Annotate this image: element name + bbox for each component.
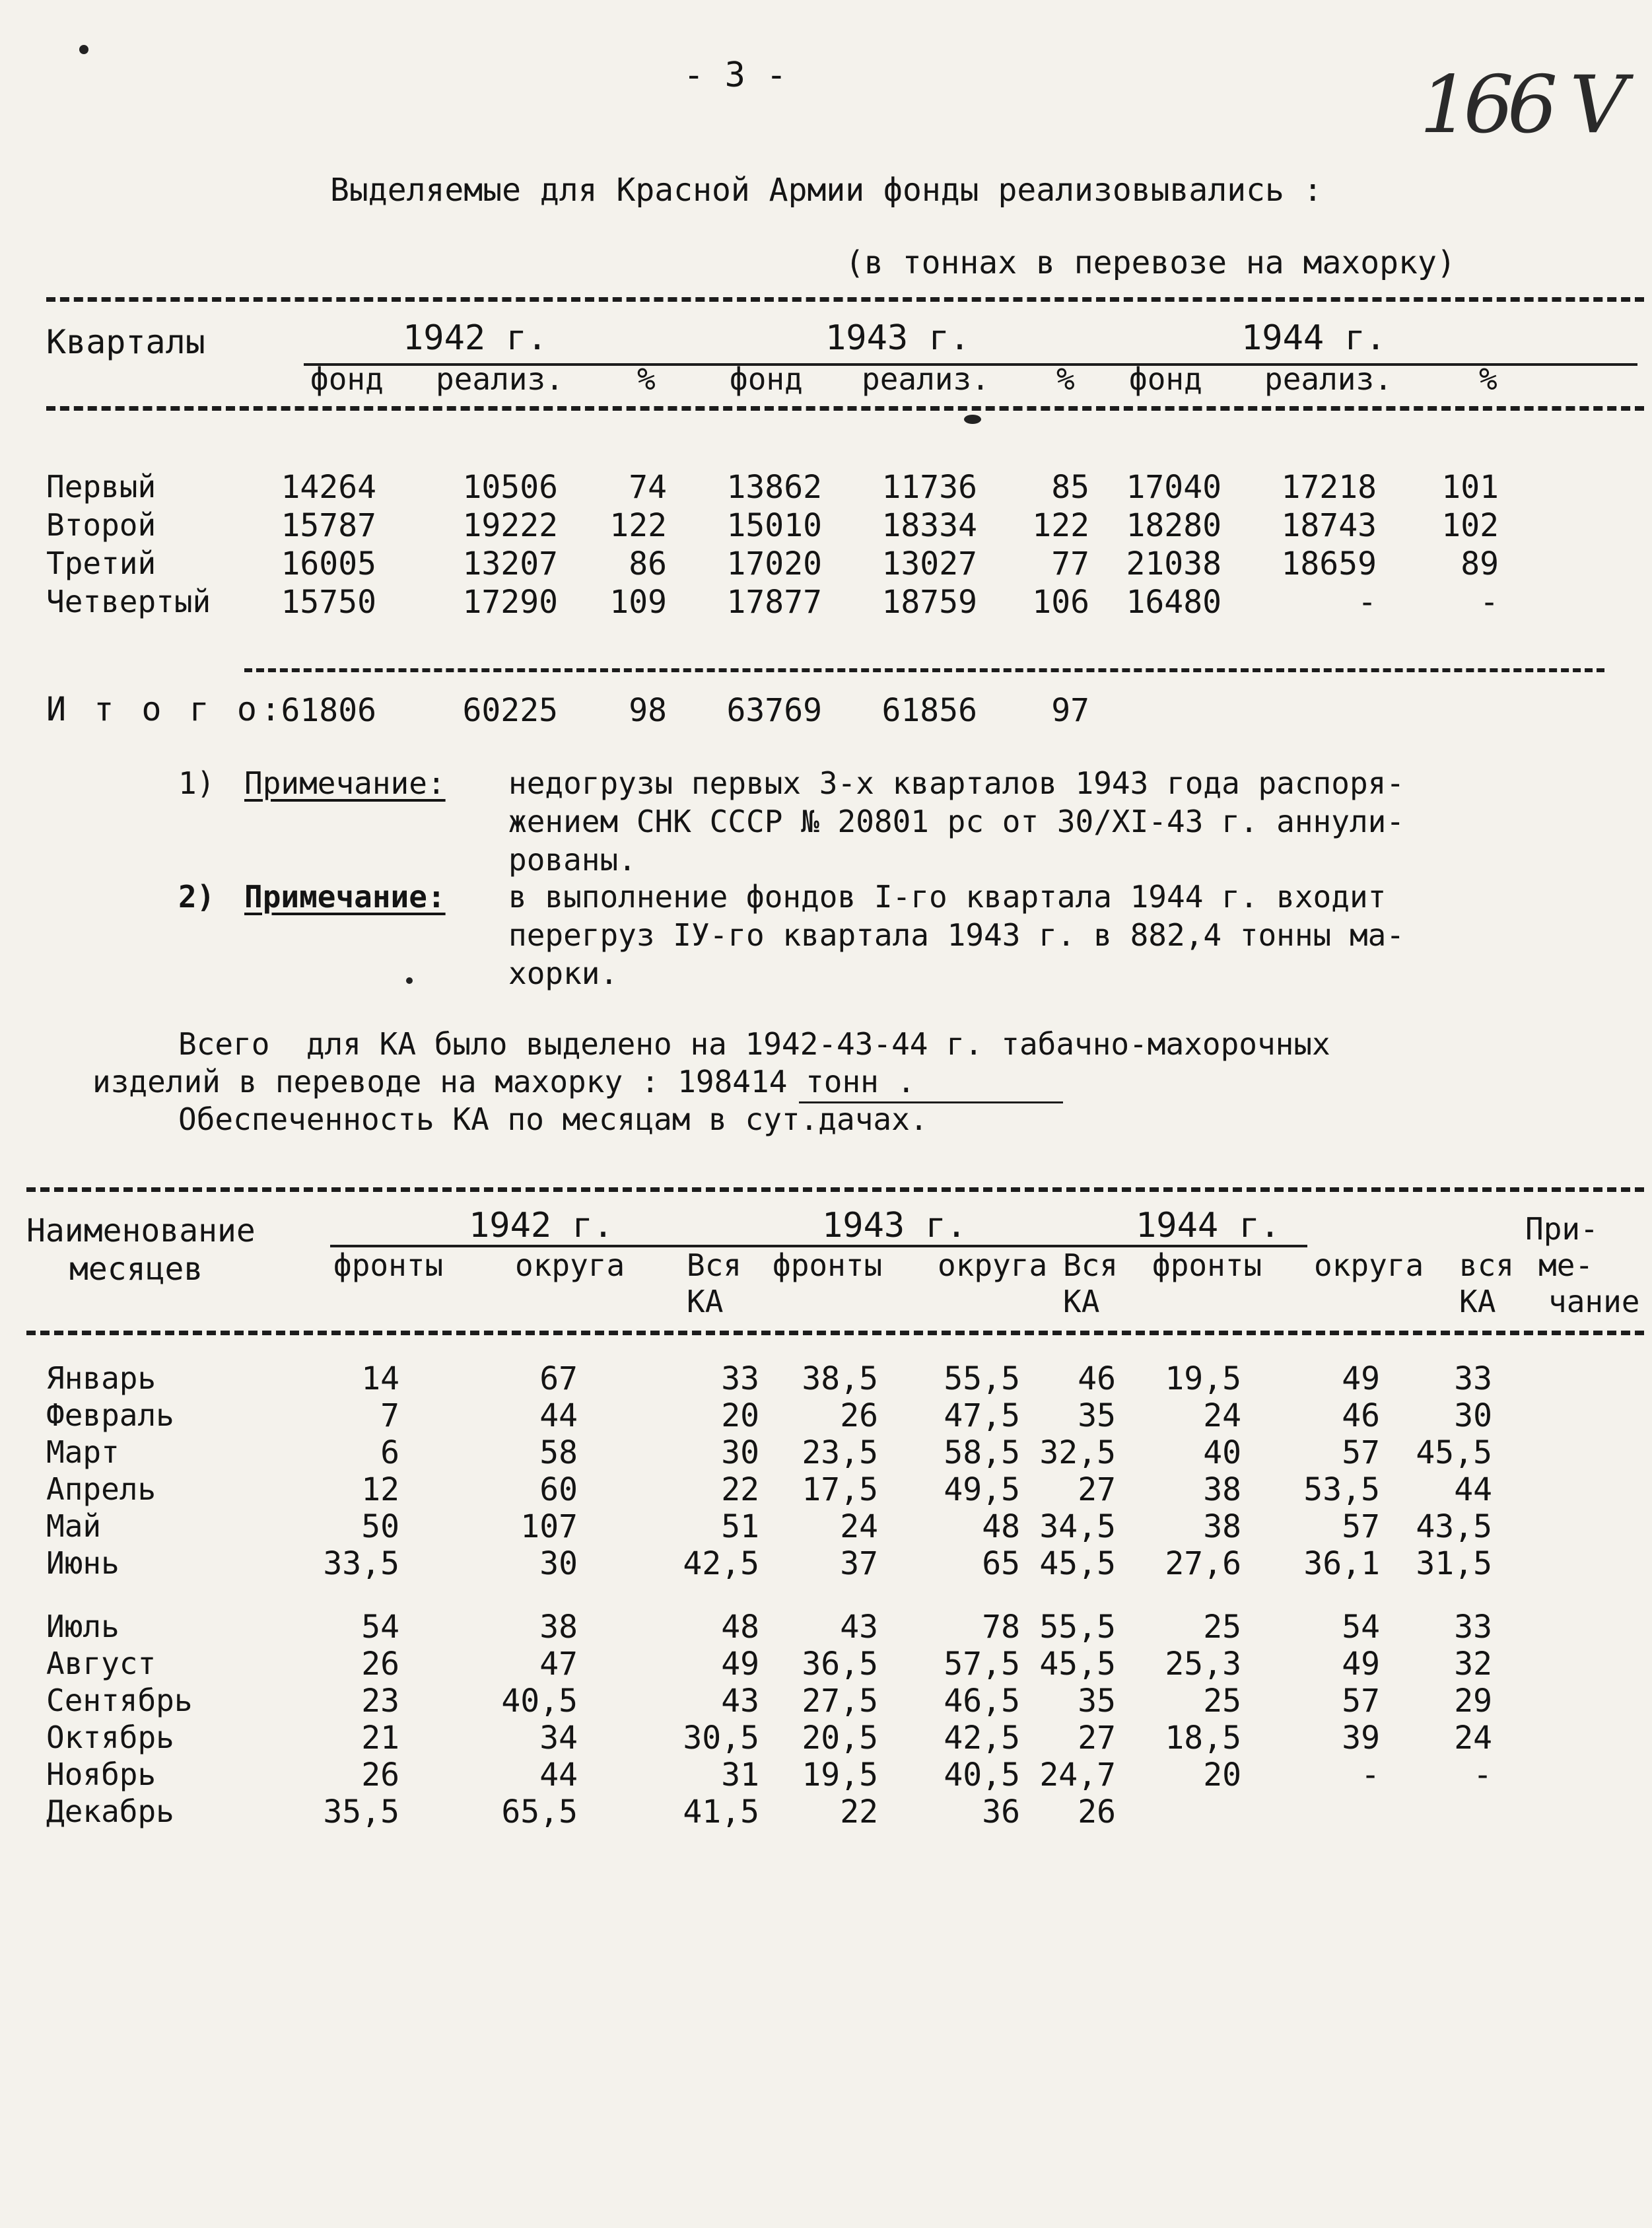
table2-cell: 54	[361, 1609, 399, 1646]
table2-cell: 45,5	[1039, 1545, 1116, 1582]
table2-cell: 25	[1203, 1609, 1241, 1646]
table1-total-cell: 63769	[726, 692, 822, 729]
table1-row-label: Четвертый	[46, 584, 211, 619]
table2-cell: 35	[1078, 1397, 1116, 1434]
t2-note-label-2: ме-	[1538, 1247, 1594, 1283]
table2-name-label-2: месяцев	[69, 1251, 203, 1288]
table1-cell: 15010	[726, 507, 822, 544]
table2-cell: 43	[721, 1683, 759, 1720]
table1-cell: -	[1358, 584, 1377, 621]
table2-cell: 22	[721, 1471, 759, 1508]
t1-sub-real-1944: реализ.	[1264, 361, 1393, 397]
table2-cell: 14	[361, 1360, 399, 1397]
table2-month-label: Июнь	[46, 1545, 120, 1581]
table1-cell: 85	[1051, 469, 1089, 506]
table2-cell: 67	[539, 1360, 578, 1397]
table2-cell: 42,5	[683, 1545, 759, 1582]
t2-note-label-3: чание	[1548, 1284, 1640, 1319]
t2-sub-fronts-1942: фронты	[333, 1247, 444, 1283]
table1-cell: 17040	[1126, 469, 1222, 506]
table1-total-rule	[244, 668, 1604, 672]
table2-cell: 44	[539, 1757, 578, 1793]
note2-number: 2)	[178, 879, 215, 915]
table2-cell: 20,5	[802, 1720, 878, 1757]
table1-cell: 106	[1032, 584, 1089, 621]
table1-year-1943: 1943 г.	[825, 318, 971, 358]
table2-cell: 57	[1342, 1683, 1380, 1720]
table2-cell: 24,7	[1039, 1757, 1116, 1793]
t2-sub-all-1942: Вся	[687, 1247, 742, 1283]
table2-cell: 36,5	[802, 1646, 878, 1683]
note2-line3: хорки.	[508, 956, 619, 991]
table2-month-label: Март	[46, 1434, 120, 1470]
summary-line3: Обеспеченность КА по месяцам в сут.дачах.	[178, 1101, 928, 1137]
table2-cell: 26	[361, 1757, 399, 1793]
table1-cell: 11736	[881, 469, 977, 506]
table2-cell: 50	[361, 1508, 399, 1545]
summary-line1: Всего для КА было выделено на 1942-43-44 г. табачно-махорочных	[178, 1026, 1330, 1062]
t2-sub-ka-1944: КА	[1459, 1284, 1496, 1319]
table1-cell: 16480	[1126, 584, 1222, 621]
table2-top-rule	[26, 1187, 1644, 1192]
table2-cell: 27	[1078, 1720, 1116, 1757]
table2-cell: 60	[539, 1471, 578, 1508]
table1-total-label: И т о г о:	[46, 690, 285, 728]
table1-cell: 74	[629, 469, 667, 506]
table2-cell: 57	[1342, 1434, 1380, 1471]
table1-cell: 89	[1461, 545, 1499, 582]
table1-cell: 122	[609, 507, 667, 544]
t2-sub-districts-1942: округа	[515, 1247, 625, 1283]
table2-cell: 44	[1454, 1471, 1492, 1508]
table2-cell: 19,5	[802, 1757, 878, 1793]
note2-label: Примечание:	[244, 879, 446, 915]
table2-year-1943: 1943 г.	[822, 1206, 967, 1245]
table2-cell: 33	[1454, 1360, 1492, 1397]
table2-cell: 30	[721, 1434, 759, 1471]
table1-cell: 15787	[281, 507, 376, 544]
table2-cell: 24	[840, 1508, 878, 1545]
heading: Выделяемые для Красной Армии фонды реализовывались :	[330, 172, 1323, 209]
t2-note-label-1: При-	[1525, 1211, 1599, 1247]
table2-cell: 34	[539, 1720, 578, 1757]
table1-cell: 17020	[726, 545, 822, 582]
table1-cell: 109	[609, 584, 667, 621]
table2-cell: -	[1361, 1757, 1380, 1793]
t1-sub-fond-1944: фонд	[1129, 361, 1202, 397]
table2-cell: 33,5	[323, 1545, 399, 1582]
table2-month-label: Декабрь	[46, 1793, 174, 1829]
table2-cell: 20	[721, 1397, 759, 1434]
table2-year-1942: 1942 г.	[469, 1206, 614, 1245]
table1-total-cell: 61856	[881, 692, 977, 729]
t2-sub-districts-1943: округа	[938, 1247, 1048, 1283]
table2-month-label: Сентябрь	[46, 1683, 193, 1718]
table2-cell: 44	[539, 1397, 578, 1434]
table2-cell: 49	[1342, 1360, 1380, 1397]
units-note: (в тоннах в перевозе на махорку)	[845, 244, 1456, 281]
table2-cell: 51	[721, 1508, 759, 1545]
table2-cell: 40,5	[501, 1683, 578, 1720]
table2-cell: 46,5	[944, 1683, 1020, 1720]
page-number: - 3 -	[683, 55, 787, 95]
table2-cell: 19,5	[1165, 1360, 1241, 1397]
table2-cell: 37	[840, 1545, 878, 1582]
table1-year-1944: 1944 г.	[1241, 318, 1387, 358]
table2-cell: 39	[1342, 1720, 1380, 1757]
table2-cell: 49,5	[944, 1471, 1020, 1508]
table2-cell: 27,6	[1165, 1545, 1241, 1582]
table2-cell: 26	[840, 1397, 878, 1434]
table1-cell: 102	[1441, 507, 1499, 544]
table2-cell: 43	[840, 1609, 878, 1646]
table2-cell: 34,5	[1039, 1508, 1116, 1545]
table1-cell: 16005	[281, 545, 376, 582]
table2-cell: 55,5	[1039, 1609, 1116, 1646]
table1-cell: 14264	[281, 469, 376, 506]
table2-cell: 47,5	[944, 1397, 1020, 1434]
t1-sub-real-1942: реализ.	[436, 361, 564, 397]
t2-sub-fronts-1944: фронты	[1152, 1247, 1262, 1283]
table1-cell: 18659	[1281, 545, 1377, 582]
table2-cell: 23,5	[802, 1434, 878, 1471]
table2-cell: 33	[721, 1360, 759, 1397]
table2-cell: 24	[1203, 1397, 1241, 1434]
note2-line2: перегруз IУ-го квартала 1943 г. в 882,4 тонны ма-	[508, 917, 1405, 953]
t2-sub-all-1944: вся	[1459, 1247, 1515, 1283]
table2-cell: 26	[1078, 1793, 1116, 1830]
table1-cell: 77	[1051, 545, 1089, 582]
table2-cell: 33	[1454, 1609, 1492, 1646]
table2-cell: 36,1	[1303, 1545, 1380, 1582]
t2-sub-all-1943: Вся	[1063, 1247, 1119, 1283]
table2-cell: 7	[380, 1397, 399, 1434]
note2-line1: в выполнение фондов I-го квартала 1944 г. входит	[508, 879, 1387, 915]
note1-number: 1)	[178, 765, 215, 801]
t1-sub-fond-1942: фонд	[310, 361, 384, 397]
table2-cell: 12	[361, 1471, 399, 1508]
table2-cell: 45,5	[1416, 1434, 1492, 1471]
table2-cell: 38	[1203, 1471, 1241, 1508]
table1-cell: 17218	[1281, 469, 1377, 506]
table2-cell: 21	[361, 1720, 399, 1757]
table2-cell: 48	[982, 1508, 1020, 1545]
ink-spot	[79, 45, 88, 54]
table2-cell: 41,5	[683, 1793, 759, 1830]
table1-top-rule	[46, 297, 1644, 302]
table2-cell: -	[1473, 1757, 1492, 1793]
table2-cell: 65	[982, 1545, 1020, 1582]
t2-sub-districts-1944: округа	[1314, 1247, 1424, 1283]
table2-cell: 38,5	[802, 1360, 878, 1397]
table2-cell: 31	[721, 1757, 759, 1793]
table1-cell: 18334	[881, 507, 977, 544]
table2-cell: 20	[1203, 1757, 1241, 1793]
table1-row-label: Первый	[46, 469, 156, 505]
table2-cell: 38	[539, 1609, 578, 1646]
table2-cell: 55,5	[944, 1360, 1020, 1397]
table1-row-label: Третий	[46, 545, 156, 581]
table2-cell: 30	[539, 1545, 578, 1582]
table1-cell: 17290	[462, 584, 558, 621]
table1-cell: 86	[629, 545, 667, 582]
table2-cell: 57	[1342, 1508, 1380, 1545]
table2-cell: 45,5	[1039, 1646, 1116, 1683]
table1-row-label: Второй	[46, 507, 156, 543]
handwritten-mark: 166 V	[1420, 59, 1620, 151]
table2-cell: 24	[1454, 1720, 1492, 1757]
table2-cell: 6	[380, 1434, 399, 1471]
table2-cell: 25,3	[1165, 1646, 1241, 1683]
note1-line2: жением СНК СССР № 20801 рс от 30/XI-43 г. аннули-	[508, 804, 1405, 839]
table2-cell: 46	[1342, 1397, 1380, 1434]
table2-cell: 78	[982, 1609, 1020, 1646]
t1-sub-pct-1944: %	[1479, 361, 1497, 397]
table1-cell: 13862	[726, 469, 822, 506]
t2-sub-ka-1943: КА	[1063, 1284, 1100, 1319]
table2-cell: 35	[1078, 1683, 1116, 1720]
table2-cell: 31,5	[1416, 1545, 1492, 1582]
table2-cell: 30,5	[683, 1720, 759, 1757]
table1-header-rule	[46, 406, 1644, 411]
table2-cell: 23	[361, 1683, 399, 1720]
table2-year-1944: 1944 г.	[1136, 1206, 1281, 1245]
table1-total-cell: 97	[1051, 692, 1089, 729]
table2-month-label: Февраль	[46, 1397, 174, 1433]
t1-sub-real-1943: реализ.	[862, 361, 990, 397]
table1-total-cell: 60225	[462, 692, 558, 729]
table2-cell: 58,5	[944, 1434, 1020, 1471]
table1-cell: 21038	[1126, 545, 1222, 582]
table2-cell: 49	[1342, 1646, 1380, 1683]
table2-month-label: Июль	[46, 1609, 120, 1644]
table2-cell: 29	[1454, 1683, 1492, 1720]
table2-cell: 65,5	[501, 1793, 578, 1830]
table2-month-label: Август	[46, 1646, 156, 1681]
table1-quarters-label: Кварталы	[46, 323, 205, 361]
table2-cell: 27,5	[802, 1683, 878, 1720]
table2-month-label: Январь	[46, 1360, 156, 1396]
table2-cell: 46	[1078, 1360, 1116, 1397]
summary-line2: изделий в переводе на махорку : 198414 тонн .	[92, 1064, 916, 1099]
t1-sub-fond-1943: фонд	[730, 361, 803, 397]
table1-cell: 17877	[726, 584, 822, 621]
table2-cell: 49	[721, 1646, 759, 1683]
table1-cell: 101	[1441, 469, 1499, 506]
ink-spot	[964, 415, 981, 424]
table2-cell: 48	[721, 1609, 759, 1646]
table2-cell: 35,5	[323, 1793, 399, 1830]
table2-cell: 57,5	[944, 1646, 1020, 1683]
table2-cell: 40	[1203, 1434, 1241, 1471]
table2-cell: 43,5	[1416, 1508, 1492, 1545]
table2-cell: 42,5	[944, 1720, 1020, 1757]
table1-cell: 18280	[1126, 507, 1222, 544]
table1-total-cell: 98	[629, 692, 667, 729]
t1-sub-pct-1942: %	[637, 361, 656, 397]
table2-cell: 18,5	[1165, 1720, 1241, 1757]
note1-line1: недогрузы первых 3-х кварталов 1943 года распоря-	[508, 765, 1405, 801]
table2-name-label-1: Наименование	[26, 1212, 256, 1249]
table1-cell: 10506	[462, 469, 558, 506]
table2-cell: 27	[1078, 1471, 1116, 1508]
table2-cell: 32,5	[1039, 1434, 1116, 1471]
ink-spot	[406, 977, 413, 984]
table2-month-label: Октябрь	[46, 1720, 174, 1755]
table2-cell: 25	[1203, 1683, 1241, 1720]
table2-cell: 30	[1454, 1397, 1492, 1434]
table1-cell: 122	[1032, 507, 1089, 544]
table2-cell: 26	[361, 1646, 399, 1683]
t2-sub-ka-1942: КА	[687, 1284, 724, 1319]
table2-cell: 54	[1342, 1609, 1380, 1646]
table1-year-1942: 1942 г.	[403, 318, 548, 358]
note1-line3: рованы.	[508, 842, 637, 878]
table2-month-label: Май	[46, 1508, 102, 1544]
table2-cell: 36	[982, 1793, 1020, 1830]
table1-cell: 13207	[462, 545, 558, 582]
table1-cell: 19222	[462, 507, 558, 544]
table2-cell: 53,5	[1303, 1471, 1380, 1508]
table2-cell: 38	[1203, 1508, 1241, 1545]
t2-sub-fronts-1943: фронты	[773, 1247, 883, 1283]
table1-cell: 13027	[881, 545, 977, 582]
table2-cell: 58	[539, 1434, 578, 1471]
table2-cell: 40,5	[944, 1757, 1020, 1793]
table1-cell: 15750	[281, 584, 376, 621]
table2-cell: 22	[840, 1793, 878, 1830]
table2-month-label: Апрель	[46, 1471, 156, 1507]
table2-header-rule	[26, 1331, 1644, 1335]
t1-sub-pct-1943: %	[1056, 361, 1075, 397]
table2-cell: 17,5	[802, 1471, 878, 1508]
table1-total-cell: 61806	[281, 692, 376, 729]
table2-cell: 47	[539, 1646, 578, 1683]
table2-cell: 32	[1454, 1646, 1492, 1683]
note1-label: Примечание:	[244, 765, 446, 801]
table2-month-label: Ноябрь	[46, 1757, 156, 1792]
table1-cell: 18743	[1281, 507, 1377, 544]
table2-cell: 107	[520, 1508, 578, 1545]
table1-cell: -	[1480, 584, 1499, 621]
table1-cell: 18759	[881, 584, 977, 621]
